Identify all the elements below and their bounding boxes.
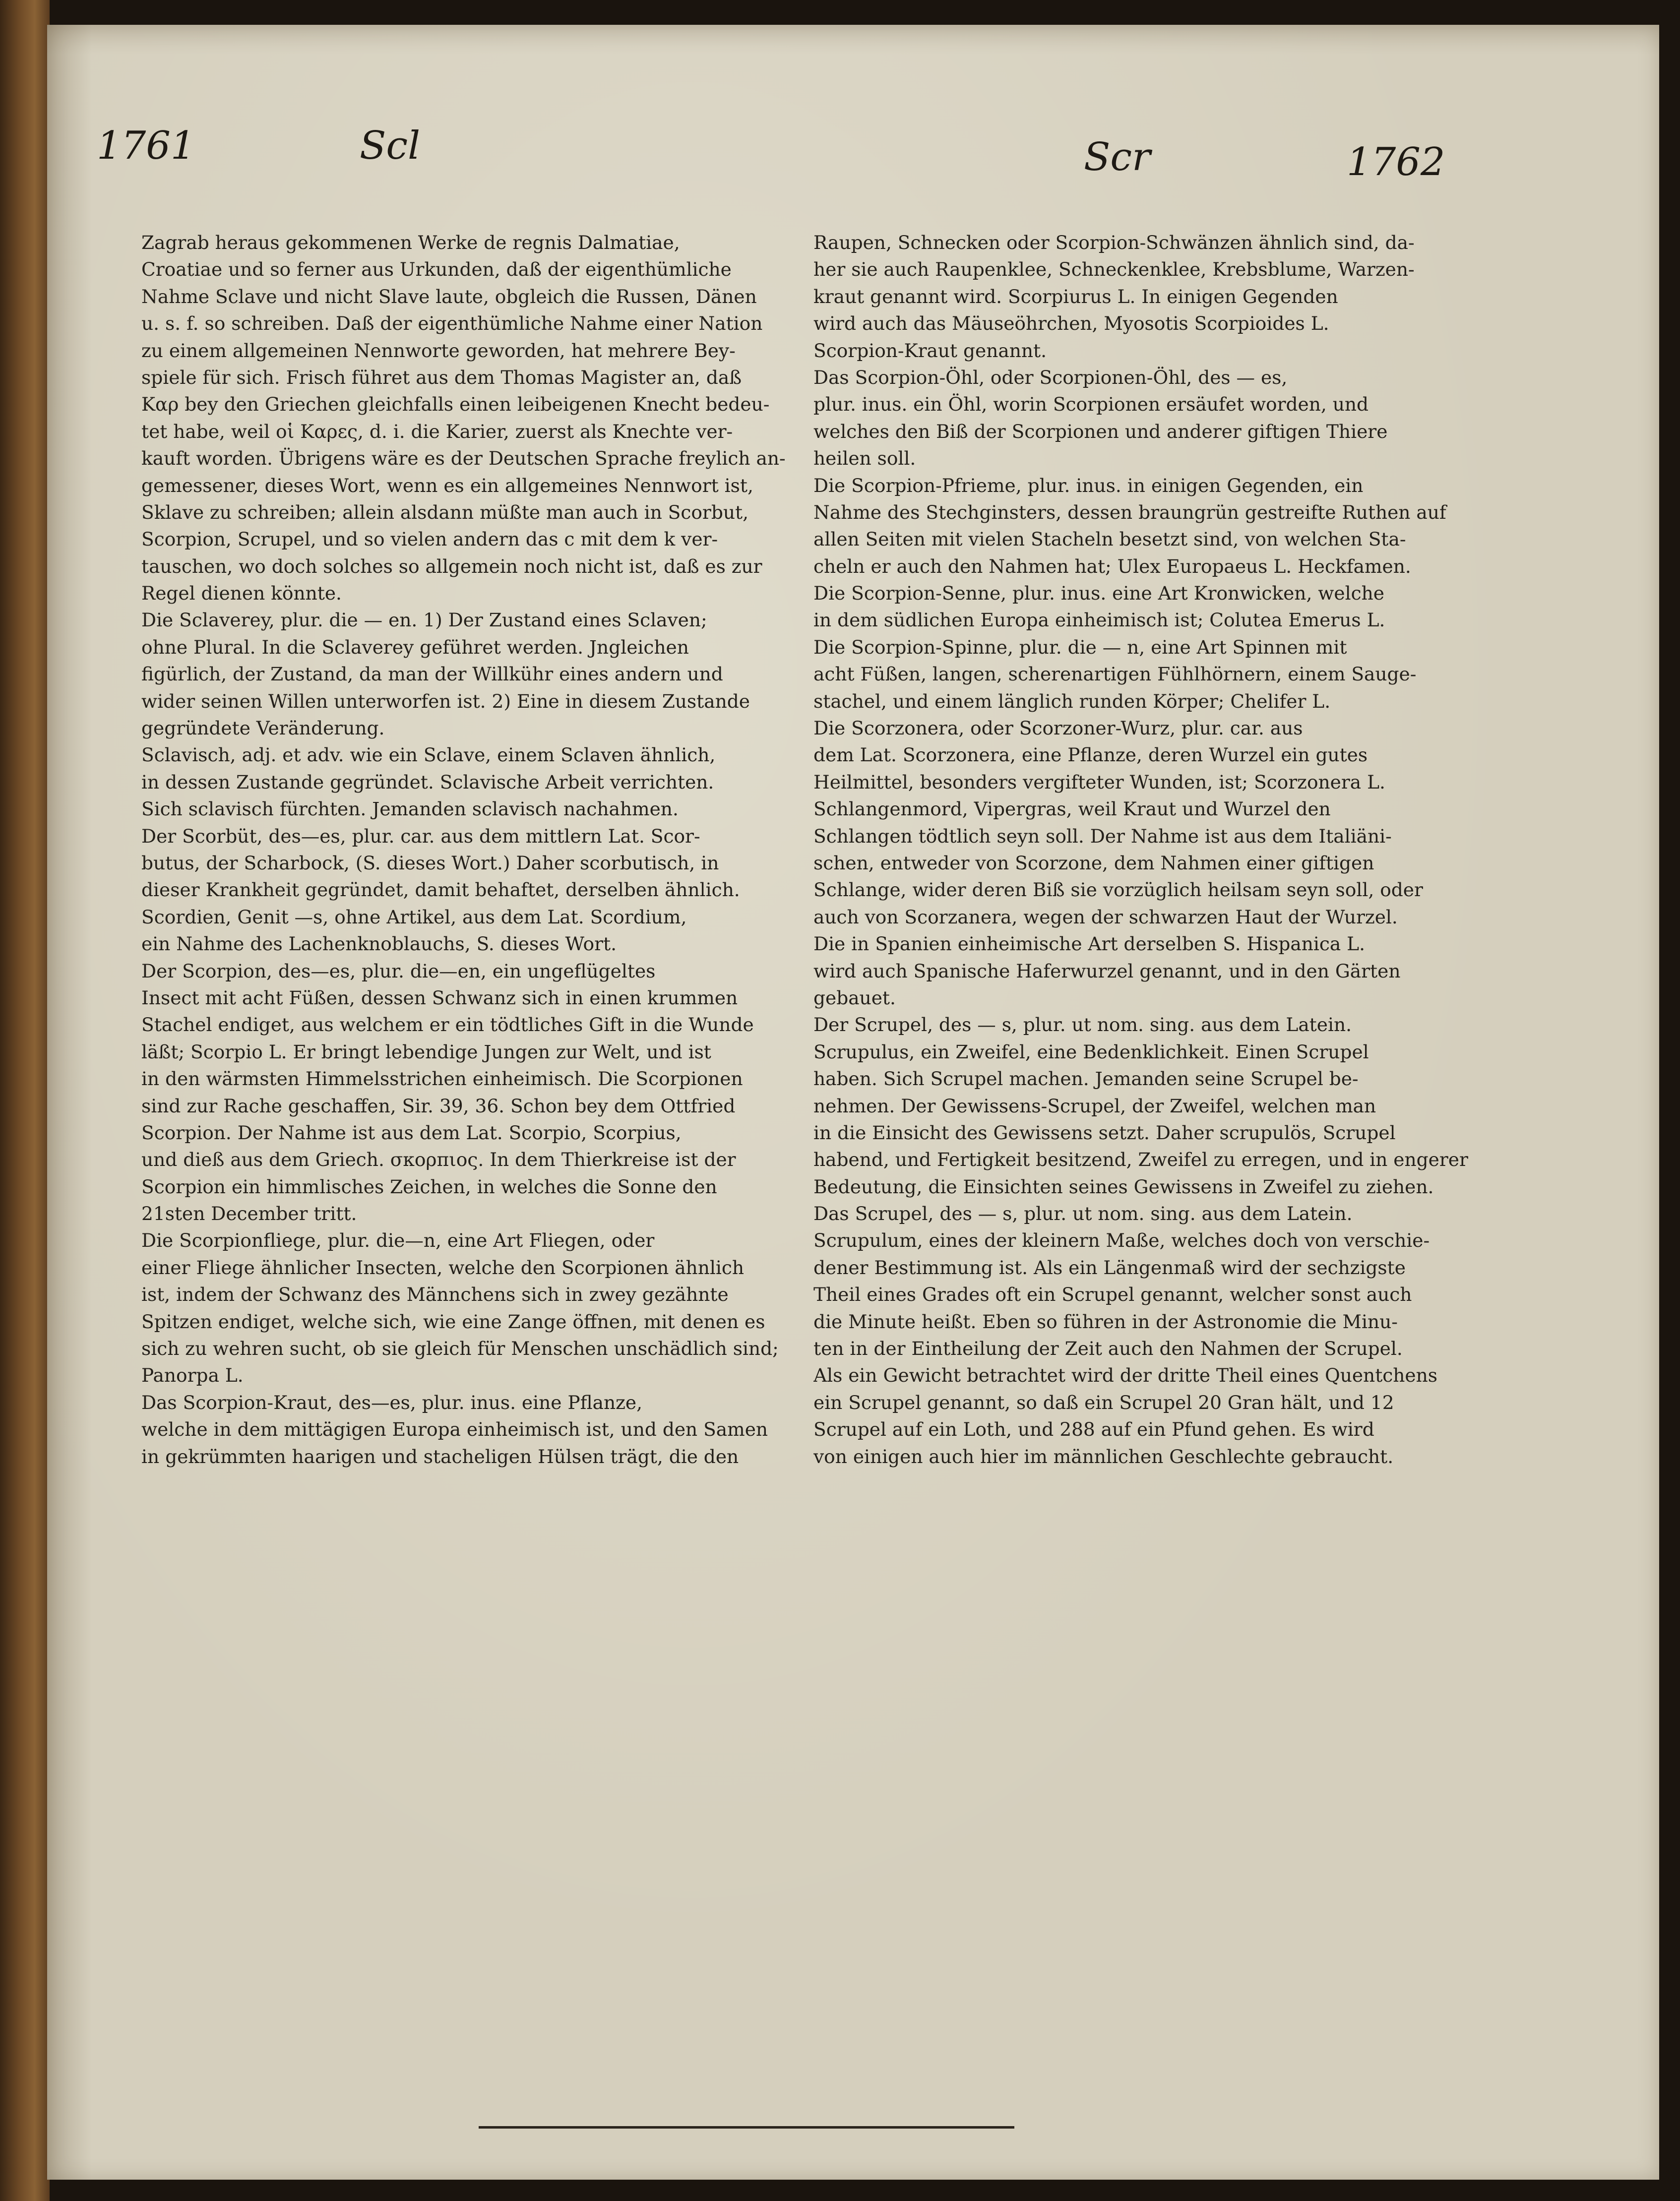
text-line: dener Bestimmung ist. Als ein Längenmaß wird der sechzigste [813,1256,1406,1279]
text-line: in die Einsicht des Gewissens setzt. Daher scrupulös, Scrupel [813,1121,1396,1144]
entry-scorpion-kraut: Das Scorpion-Kraut, des—es, plur. inus. eine Pflanze, [141,1391,643,1413]
text-line: habend, und Fertigkeit besitzend, Zweifel zu erregen, und in engerer [813,1149,1468,1171]
text-line: welche in dem mittägigen Europa einheimisch ist, und den Samen [141,1418,768,1441]
right-running-head: Scr [1084,135,1151,180]
text-line: Regel dienen könnte. [141,582,342,605]
text-line: gegründete Veränderung. [141,717,385,739]
text-line: Panorpa L. [141,1364,244,1387]
text-line: zu einem allgemeinen Nennworte geworden, hat mehrere Bey- [141,339,736,362]
text-line: allen Seiten mit vielen Stacheln besetzt sind, von welchen Sta- [813,528,1406,550]
entry-scorpion: Der Scorpion, des—es, plur. die—en, ein ungeflügeltes [141,960,656,982]
text-line: Scorpion ein himmlisches Zeichen, in welches die Sonne den [141,1175,717,1198]
left-text-column [141,229,786,1470]
text-line: Nahme Sclave und nicht Slave laute, obgleich die Russen, Dänen [141,285,757,307]
text-line: u. s. f. so schreiben. Daß der eigenthümliche Nahme einer Nation [141,312,763,335]
text-line: wird auch das Mäuseöhrchen, Myosotis Scorpioides L. [813,312,1329,335]
text-line: spiele für sich. Frisch führet aus dem Thomas Magister an, daß [141,366,742,388]
text-line: cheln er auch den Nahmen hat; Ulex Europaeus L. Heckfamen. [813,555,1411,577]
text-line: und dieß aus dem Griech. σκορπιος. In dem Thierkreise ist der [141,1149,736,1171]
text-line: wider seinen Willen unterworfen ist. 2) Eine in diesem Zustande [141,690,750,712]
entry-scorbut: Der Scorbüt, des—es, plur. car. aus dem mittlern Lat. Scor- [141,825,700,847]
text-line: figürlich, der Zustand, da man der Willkühr eines andern und [141,663,723,685]
text-line: butus, der Scharbock, (S. dieses Wort.) Daher scorbutisch, in [141,852,719,874]
text-line: Croatiae und so ferner aus Urkunden, daß der eigenthümliche [141,258,732,281]
text-line: kraut genannt wird. Scorpiurus L. In einigen Gegenden [813,285,1338,307]
text-line: Die in Spanien einheimische Art derselben S. Hispanica L. [813,933,1365,955]
text-line: in dem südlichen Europa einheimisch ist; Colutea Emerus L. [813,609,1385,631]
text-line: Heilmittel, besonders vergifteter Wunden, ist; Scorzonera L. [813,771,1385,793]
text-line: Schlange, wider deren Biß sie vorzüglich heilsam seyn soll, oder [813,879,1423,901]
text-line: Scrupulus, ein Zweifel, eine Bedenklichkeit. Einen Scrupel [813,1040,1369,1063]
text-line: gemessener, dieses Wort, wenn es ein allgemeines Nennwort ist, [141,474,753,496]
text-line: Als ein Gewicht betrachtet wird der dritte Theil eines Quentchens [813,1364,1438,1387]
text-line: tauschen, wo doch solches so allgemein noch nicht ist, daß es zur [141,555,762,577]
text-line: Spitzen endiget, welche sich, wie eine Zange öffnen, mit denen es [141,1310,765,1333]
text-line: Raupen, Schnecken oder Scorpion-Schwänzen ähnlich sind, da- [813,232,1415,253]
text-line: heilen soll. [813,447,916,470]
dictionary-page [47,25,1659,2180]
text-line: ein Nahme des Lachenknoblauchs, S. dieses Wort. [141,933,617,955]
text-line: einer Fliege ähnlicher Insecten, welche den Scorpionen ähnlich [141,1256,744,1279]
text-line: Schlangenmord, Vipergras, weil Kraut und Wurzel den [813,798,1331,820]
text-line: plur. inus. ein Öhl, worin Scorpionen ersäufet worden, und [813,393,1369,416]
text-line: von einigen auch hier im männlichen Geschlechte gebraucht. [813,1445,1394,1467]
text-line: haben. Sich Scrupel machen. Jemanden seine Scrupel be- [813,1068,1359,1090]
text-line: Scrupulum, eines der kleinern Maße, welches doch von verschie- [813,1229,1430,1252]
text-line: gebauet. [813,986,896,1009]
text-line: Scrupel auf ein Loth, und 288 auf ein Pfund gehen. Es wird [813,1418,1374,1441]
text-line: Insect mit acht Füßen, dessen Schwanz sich in einen krummen [141,986,738,1009]
text-line: Scorpion, Scrupel, und so vielen andern das c mit dem k ver- [141,528,718,550]
section-end-rule [479,2126,1014,2129]
text-line: ten in der Eintheilung der Zeit auch den Nahmen der Scrupel. [813,1338,1403,1360]
text-line: 21sten December tritt. [141,1203,357,1225]
text-line: acht Füßen, langen, scherenartigen Fühlhörnern, einem Sauge- [813,663,1417,685]
text-line: Schlangen tödtlich seyn soll. Der Nahme ist aus dem Italiäni- [813,825,1392,847]
text-line: Sklave zu schreiben; allein alsdann müßte man auch in Scorbut, [141,501,749,523]
text-line: Nahme des Stechginsters, dessen braungrün gestreifte Ruthen auf [813,501,1446,523]
text-line: stachel, und einem länglich runden Körper; Chelifer L. [813,690,1331,712]
text-line: läßt; Scorpio L. Er bringt lebendige Jungen zur Welt, und ist [141,1040,711,1063]
text-line: ist, indem der Schwanz des Männchens sich in zwey gezähnte [141,1284,729,1306]
entry-scorpion-pfrieme: Die Scorpion-Pfrieme, plur. inus. in einigen Gegenden, ein [813,474,1364,496]
text-line: tet habe, weil οἱ Καρες, d. i. die Karier, zuerst als Knechte ver- [141,420,733,442]
entry-scorpionfliege: Die Scorpionfliege, plur. die—n, eine Art Fliegen, oder [141,1229,655,1252]
text-line: Καρ bey den Griechen gleichfalls einen leibeigenen Knecht bedeu- [141,393,770,416]
text-line: wird auch Spanische Haferwurzel genannt, und in den Gärten [813,960,1401,982]
entry-scorzonera: Die Scorzonera, oder Scorzoner-Wurz, plur. car. aus [813,717,1303,739]
text-line: welches den Biß der Scorpionen und anderer giftigen Thiere [813,420,1388,442]
text-line: Stachel endiget, aus welchem er ein tödtliches Gift in die Wunde [141,1014,754,1036]
text-line: sind zur Rache geschaffen, Sir. 39, 36. Schon bey dem Ottfried [141,1095,736,1117]
text-line: in den wärmsten Himmelsstrichen einheimisch. Die Scorpionen [141,1068,743,1090]
text-line: dem Lat. Scorzonera, eine Pflanze, deren Wurzel ein gutes [813,744,1368,766]
entry-scordien: Scordien, Genit —s, ohne Artikel, aus dem Lat. Scordium, [141,906,687,928]
left-running-head: Scl [360,123,421,168]
text-line: her sie auch Raupenklee, Schneckenklee, Krebsblume, Warzen- [813,258,1415,281]
right-text-column [813,229,1488,1470]
text-line: dieser Krankheit gegründet, damit behaftet, derselben ähnlich. [141,879,740,901]
text-line: Sich sclavisch fürchten. Jemanden sclavisch nachahmen. [141,798,679,820]
text-line: ohne Plural. In die Sclaverey geführet werden. Jngleichen [141,636,689,658]
text-line: kauft worden. Übrigens wäre es der Deutschen Sprache freylich an- [141,447,786,470]
book-binding [0,0,50,2201]
entry-der-scrupel: Der Scrupel, des — s, plur. ut nom. sing. aus dem Latein. [813,1014,1352,1036]
text-line: sich zu wehren sucht, ob sie gleich für Menschen unschädlich sind; [141,1338,779,1360]
text-line: nehmen. Der Gewissens-Scrupel, der Zweifel, welchen man [813,1095,1376,1117]
entry-scorpion-senne: Die Scorpion-Senne, plur. inus. eine Art Kronwicken, welche [813,582,1384,605]
entry-sclavisch: Sclavisch, adj. et adv. wie ein Sclave, einem Sclaven ähnlich, [141,744,716,766]
text-line: schen, entweder von Scorzone, dem Nahmen einer giftigen [813,852,1374,874]
text-line: Scorpion-Kraut genannt. [813,339,1047,362]
text-line: Zagrab heraus gekommenen Werke de regnis Dalmatiae, [141,232,680,253]
text-line: Theil eines Grades oft ein Scrupel genannt, welcher sonst auch [813,1284,1412,1306]
text-line: in dessen Zustande gegründet. Sclavische Arbeit verrichten. [141,771,714,793]
entry-das-scrupel: Das Scrupel, des — s, plur. ut nom. sing. aus dem Latein. [813,1203,1353,1225]
entry-scorpion-spinne: Die Scorpion-Spinne, plur. die — n, eine Art Spinnen mit [813,636,1347,658]
text-line: Scorpion. Der Nahme ist aus dem Lat. Scorpio, Scorpius, [141,1121,682,1144]
entry-sclaverey: Die Sclaverey, plur. die — en. 1) Der Zustand eines Sclaven; [141,609,707,631]
text-line: ein Scrupel genannt, so daß ein Scrupel 20 Gran hält, und 12 [813,1391,1394,1413]
entry-scorpion-oehl: Das Scorpion-Öhl, oder Scorpionen-Öhl, des — es, [813,366,1288,388]
text-line: Bedeutung, die Einsichten seines Gewissens in Zweifel zu ziehen. [813,1175,1434,1198]
text-line: die Minute heißt. Eben so führen in der Astronomie die Minu- [813,1310,1398,1333]
text-line: in gekrümmten haarigen und stacheligen Hülsen trägt, die den [141,1445,739,1467]
right-page-number: 1762 [1347,140,1445,184]
text-line: auch von Scorzanera, wegen der schwarzen Haut der Wurzel. [813,906,1398,928]
left-page-number: 1761 [97,123,195,168]
